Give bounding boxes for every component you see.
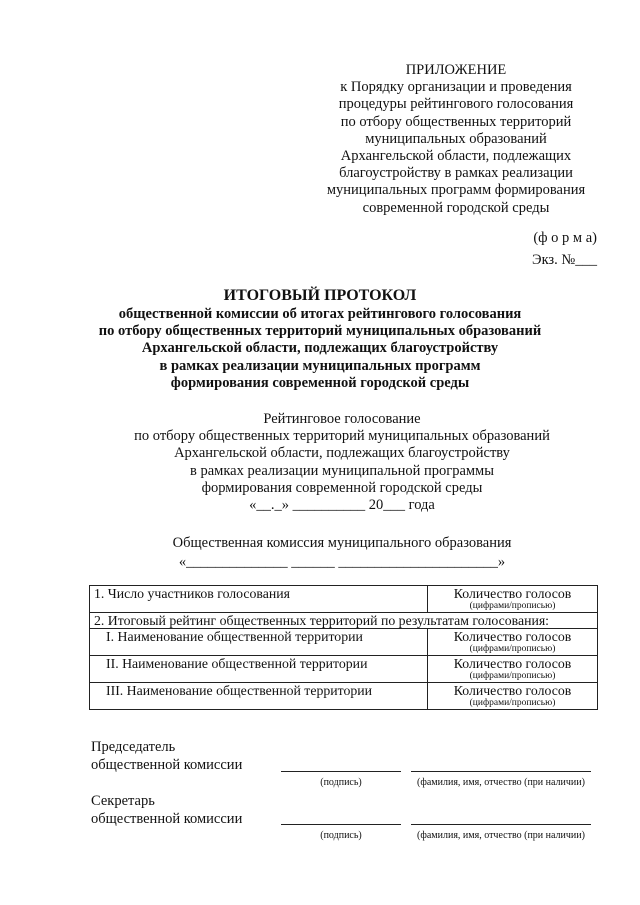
appendix-line: муниципальных образований bbox=[365, 130, 547, 147]
chairman-signature bbox=[91, 738, 601, 788]
table-row bbox=[90, 586, 598, 613]
vote-description bbox=[0, 411, 640, 514]
commission-label: Общественная комиссия муниципального образования bbox=[172, 535, 512, 551]
territory-name: III. Наименование общественной территории bbox=[90, 683, 428, 710]
subtitle-line: Архангельской области, подлежащих благоустройству bbox=[141, 340, 499, 357]
subtitle-line: в рамках реализации муниципальных программ bbox=[159, 357, 481, 374]
participants-count-cell bbox=[428, 586, 598, 613]
fullname-line[interactable] bbox=[411, 824, 591, 825]
subtitle-line: по отбору общественных территорий муниципальных образований bbox=[98, 323, 542, 340]
vote-line: Архангельской области, подлежащих благоустройству bbox=[174, 445, 510, 462]
count-note: (цифрами/прописью) bbox=[469, 644, 556, 654]
document-subtitle bbox=[0, 306, 640, 392]
vote-line: по отбору общественных территорий муниципальных образований bbox=[134, 428, 550, 445]
appendix-line: современной городской среды bbox=[362, 199, 550, 216]
role-line: общественной комиссии bbox=[91, 811, 243, 827]
count-label: Количество голосов bbox=[453, 683, 572, 698]
copy-number: Экз. №___ bbox=[532, 252, 597, 268]
rating-label: 2. Итоговый рейтинг общественных территорий по результатам голосования: bbox=[90, 613, 598, 629]
form-marker: (ф о р м а) bbox=[533, 230, 597, 246]
subtitle-line: формирования современной городской среды bbox=[170, 374, 470, 391]
signature-line[interactable] bbox=[281, 824, 401, 825]
appendix-line: к Порядку организации и проведения bbox=[340, 79, 572, 96]
role-line: Председатель bbox=[91, 739, 176, 755]
results-table bbox=[89, 585, 598, 710]
appendix-line: Архангельской области, подлежащих bbox=[340, 148, 572, 165]
count-label: Количество голосов bbox=[453, 656, 572, 671]
commission-name-blank: «______________ ______ ______________________» bbox=[178, 554, 506, 570]
fullname-caption: (фамилия, имя, отчество (при наличии) bbox=[417, 777, 585, 788]
appendix-line: процедуры рейтингового голосования bbox=[338, 96, 574, 113]
fullname-caption: (фамилия, имя, отчество (при наличии) bbox=[417, 830, 585, 841]
vote-line: формирования современной городской среды bbox=[201, 479, 483, 496]
count-label: Количество голосов bbox=[453, 586, 572, 601]
commission-block bbox=[0, 534, 640, 572]
territory-count-cell bbox=[428, 683, 598, 710]
territory-name: I. Наименование общественной территории bbox=[90, 629, 428, 656]
role-line: общественной комиссии bbox=[91, 757, 243, 773]
appendix-heading: ПРИЛОЖЕНИЕ bbox=[405, 62, 507, 78]
chairman-role bbox=[91, 738, 242, 774]
document-title: ИТОГОВЫЙ ПРОТОКОЛ bbox=[223, 287, 417, 304]
table-row bbox=[90, 683, 598, 710]
count-note: (цифрами/прописью) bbox=[469, 698, 556, 708]
signature-caption: (подпись) bbox=[320, 830, 362, 841]
territory-count-cell bbox=[428, 629, 598, 656]
count-note: (цифрами/прописью) bbox=[469, 601, 556, 611]
table-row bbox=[90, 629, 598, 656]
appendix-block bbox=[305, 62, 607, 217]
role-line: Секретарь bbox=[91, 793, 155, 809]
table-row bbox=[90, 613, 598, 629]
signature-caption: (подпись) bbox=[320, 777, 362, 788]
signature-line[interactable] bbox=[281, 771, 401, 772]
appendix-line: по отбору общественных территорий bbox=[340, 113, 572, 130]
vote-line: Рейтинговое голосование bbox=[263, 411, 421, 427]
territory-count-cell bbox=[428, 656, 598, 683]
count-note: (цифрами/прописью) bbox=[469, 671, 556, 681]
secretary-role bbox=[91, 792, 242, 828]
participants-label: 1. Число участников голосования bbox=[90, 586, 428, 613]
territory-name: II. Наименование общественной территории bbox=[90, 656, 428, 683]
appendix-line: муниципальных программ формирования bbox=[326, 182, 586, 199]
secretary-signature bbox=[91, 792, 601, 842]
fullname-line[interactable] bbox=[411, 771, 591, 772]
count-label: Количество голосов bbox=[453, 629, 572, 644]
subtitle-line: общественной комиссии об итогах рейтингового голосования bbox=[118, 306, 522, 322]
vote-date: «__._» __________ 20___ года bbox=[249, 497, 435, 514]
appendix-line: благоустройству в рамках реализации bbox=[339, 165, 573, 182]
table-row bbox=[90, 656, 598, 683]
vote-line: в рамках реализации муниципальной программы bbox=[190, 462, 494, 479]
